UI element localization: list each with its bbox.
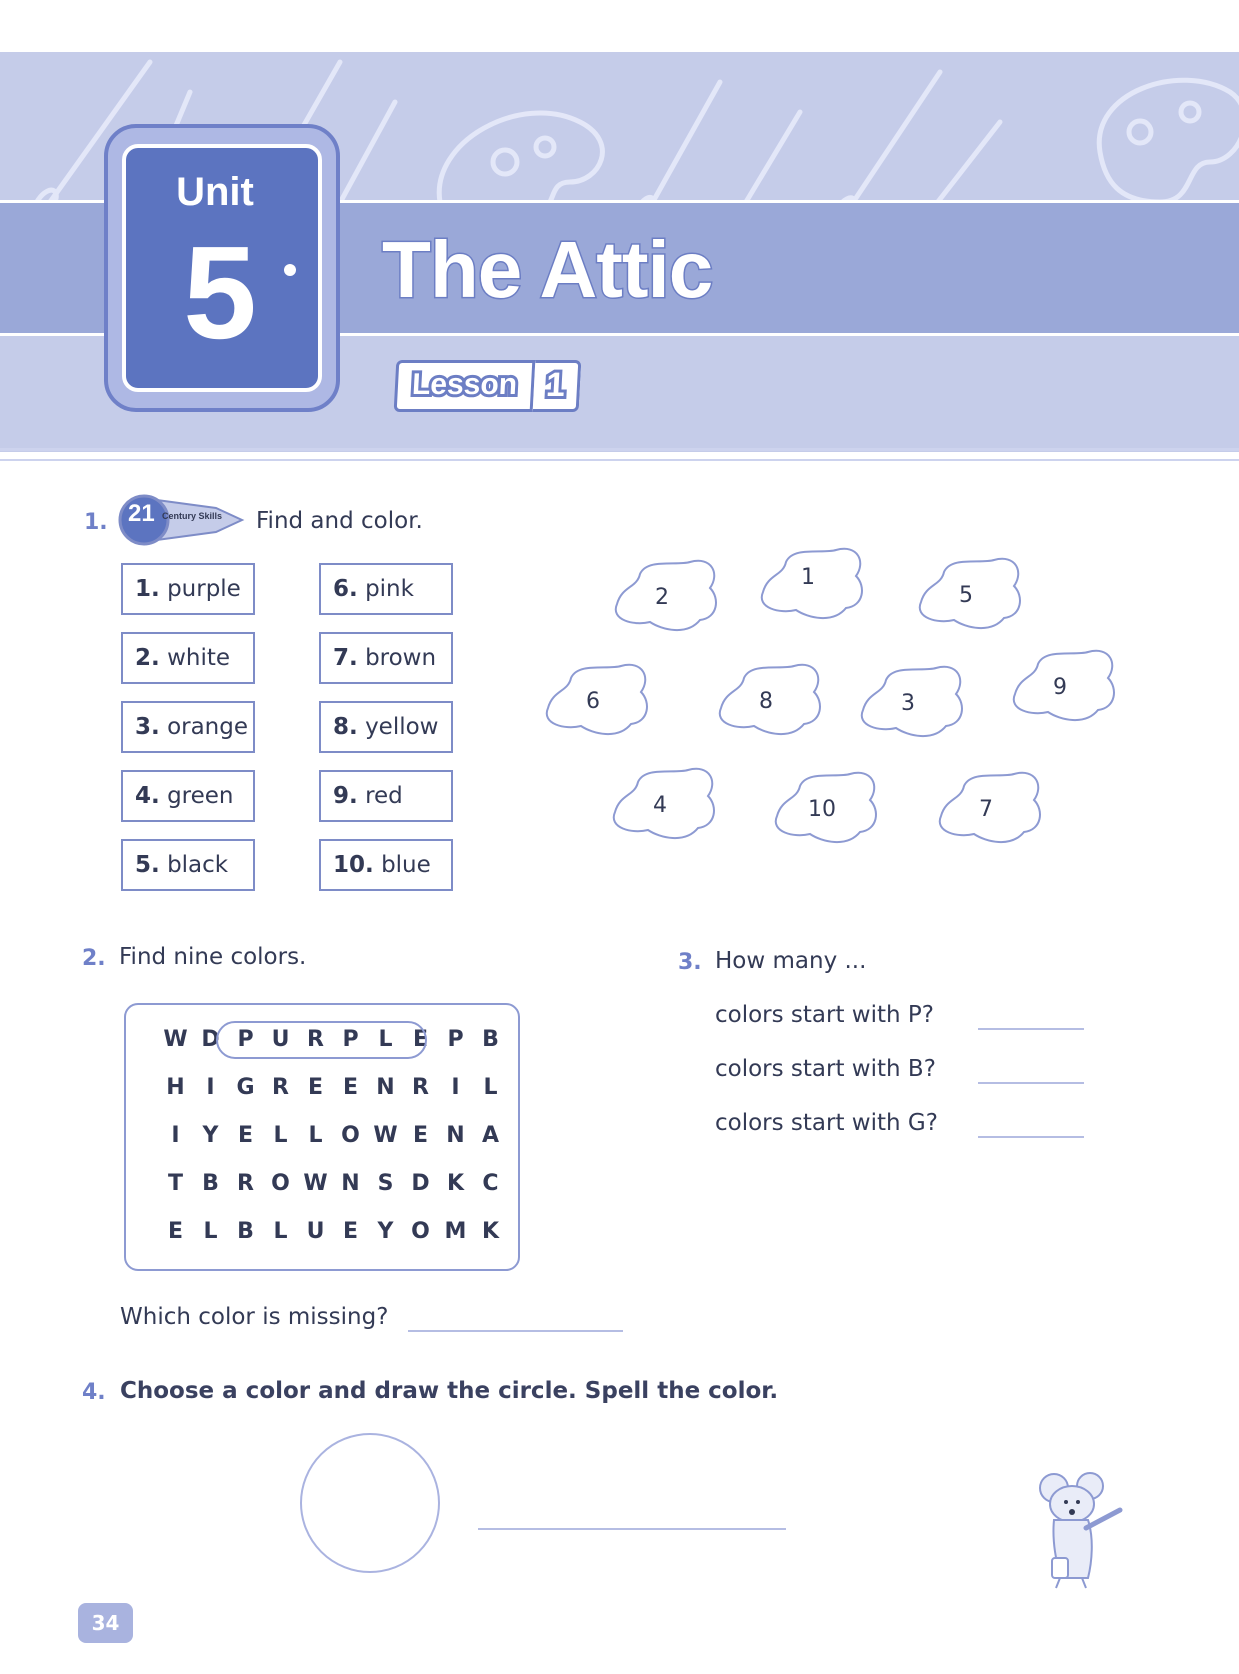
word-search-letter[interactable]: E	[342, 1219, 359, 1244]
color-word-box	[319, 563, 453, 615]
paintbrush-icon	[740, 112, 800, 212]
blob-label: 10	[808, 797, 836, 822]
palette-icon	[1099, 80, 1239, 202]
color-word-box	[319, 632, 453, 684]
unit-number: 5	[183, 219, 257, 366]
word-search-letter[interactable]: W	[303, 1171, 328, 1196]
word-search-letter[interactable]: O	[411, 1219, 430, 1244]
paint-blob[interactable]	[614, 769, 714, 838]
word-search-letter[interactable]: Y	[377, 1219, 394, 1244]
color-word-number: 7.	[333, 645, 358, 671]
paintbrush-icon	[632, 82, 720, 217]
color-word-number: 1.	[135, 576, 160, 602]
word-search-letter[interactable]: L	[483, 1075, 498, 1100]
blob-label: 9	[1053, 675, 1067, 700]
word-search-letter[interactable]: B	[237, 1219, 254, 1244]
word-search-letter[interactable]: E	[412, 1027, 429, 1052]
word-search-letter[interactable]: C	[482, 1171, 499, 1196]
word-search-letter[interactable]: I	[451, 1075, 460, 1100]
exercise-1-instruction: Find and color.	[256, 508, 423, 534]
paint-blob[interactable]	[920, 559, 1020, 628]
drawing-circle[interactable]	[300, 1433, 440, 1573]
mouse-painter-icon	[1032, 1470, 1142, 1590]
word-search-letter[interactable]: E	[167, 1219, 184, 1244]
paintbrush-icon	[831, 72, 940, 217]
page-number: 34	[78, 1603, 133, 1643]
word-search-letter[interactable]: E	[237, 1123, 254, 1148]
word-search-letter[interactable]: E	[412, 1123, 429, 1148]
color-word-box	[121, 701, 255, 753]
blob-label: 7	[979, 797, 993, 822]
count-question: colors start with G?	[715, 1110, 938, 1136]
color-word: brown	[365, 645, 437, 671]
blob-label: 1	[801, 565, 815, 590]
exercise-3-instruction: How many ...	[715, 948, 867, 974]
paint-blob[interactable]	[940, 773, 1040, 842]
word-search-letter[interactable]: U	[306, 1219, 325, 1244]
count-answer-line[interactable]	[978, 1136, 1084, 1138]
color-word-box	[319, 701, 453, 753]
word-search-letter[interactable]: L	[378, 1027, 393, 1052]
paint-blob[interactable]	[1014, 651, 1114, 720]
exercise-1-number: 1.	[84, 510, 108, 535]
word-search-letter[interactable]: R	[272, 1075, 289, 1100]
color-word-number: 3.	[135, 714, 160, 740]
color-word: green	[167, 783, 234, 809]
word-search-letter[interactable]: R	[307, 1027, 324, 1052]
blob-label: 5	[959, 583, 973, 608]
color-word-number: 6.	[333, 576, 358, 602]
color-word-number: 10.	[333, 852, 374, 878]
missing-color-question: Which color is missing?	[120, 1304, 389, 1330]
word-search-letter[interactable]: Y	[202, 1123, 219, 1148]
word-search-letter[interactable]: L	[203, 1219, 218, 1244]
exercise-2-instruction: Find nine colors.	[119, 944, 307, 970]
word-search-letter[interactable]: A	[481, 1123, 500, 1148]
paint-blob[interactable]	[862, 667, 962, 736]
paintbrush-icon	[930, 122, 1000, 212]
count-answer-line[interactable]	[978, 1082, 1084, 1084]
word-search-letter[interactable]: M	[444, 1219, 467, 1244]
paint-blobs	[530, 540, 1130, 870]
blob-label: 4	[653, 793, 667, 818]
exercise-3-number: 3.	[678, 950, 702, 975]
color-word: white	[167, 645, 231, 671]
count-question: colors start with P?	[715, 1002, 934, 1028]
color-word: purple	[167, 576, 241, 602]
word-search-letter[interactable]: W	[373, 1123, 398, 1148]
word-search-letter[interactable]: L	[273, 1123, 288, 1148]
unit-label: Unit	[176, 170, 254, 214]
blob-label: 2	[655, 585, 669, 610]
page-title: The Attic	[382, 225, 713, 314]
word-search-letter[interactable]: U	[271, 1027, 290, 1052]
color-word-number: 9.	[333, 783, 358, 809]
color-word: yellow	[365, 714, 439, 740]
word-search-letter[interactable]: O	[341, 1123, 360, 1148]
word-search-letter[interactable]: G	[236, 1075, 255, 1100]
word-search-letter[interactable]: P	[237, 1027, 254, 1052]
word-search-row	[158, 1169, 508, 1199]
word-search-letter[interactable]: N	[446, 1123, 465, 1148]
word-search-letter[interactable]: B	[202, 1171, 219, 1196]
word-search-letter[interactable]: N	[341, 1171, 360, 1196]
lesson-label: Lesson	[394, 360, 536, 412]
example-answer-ring	[216, 1021, 427, 1059]
color-word-box	[121, 770, 255, 822]
word-search-letter[interactable]: L	[308, 1123, 323, 1148]
word-search-letter[interactable]: N	[376, 1075, 395, 1100]
exercise-4-number: 4.	[82, 1380, 106, 1405]
header-rule	[0, 448, 1239, 461]
badge-label: Century Skills	[162, 511, 223, 521]
word-search-letter[interactable]: E	[342, 1075, 359, 1100]
word-search-letter[interactable]: H	[166, 1075, 185, 1100]
paint-blob[interactable]	[547, 665, 647, 734]
word-search-row	[158, 1121, 508, 1151]
color-word: pink	[365, 576, 414, 602]
badge-number: 21	[128, 500, 155, 527]
word-search-letter[interactable]: P	[342, 1027, 359, 1052]
word-search-letter[interactable]: I	[171, 1123, 180, 1148]
word-search-letter[interactable]: W	[163, 1027, 188, 1052]
word-search-row	[158, 1217, 508, 1247]
paint-blob[interactable]	[776, 773, 876, 842]
paint-blob[interactable]	[616, 561, 716, 630]
color-word: black	[167, 852, 229, 878]
paint-blob[interactable]	[762, 549, 862, 618]
color-word: red	[365, 783, 403, 809]
blob-label: 8	[759, 689, 773, 714]
color-word: orange	[167, 714, 249, 740]
color-word-box	[319, 839, 453, 891]
color-word-number: 8.	[333, 714, 358, 740]
blob-label: 6	[586, 689, 600, 714]
lesson-tag	[395, 360, 580, 412]
word-search-letter[interactable]: S	[377, 1171, 394, 1196]
color-word: blue	[381, 852, 431, 878]
word-search-letter[interactable]: R	[237, 1171, 254, 1196]
missing-color-answer-line[interactable]	[408, 1330, 623, 1332]
exercise-4-instruction: Choose a color and draw the circle. Spell the color.	[120, 1378, 779, 1404]
color-word-box	[121, 632, 255, 684]
word-search-letter[interactable]: B	[482, 1027, 499, 1052]
word-search-letter[interactable]: D	[411, 1171, 430, 1196]
word-search-row	[158, 1073, 508, 1103]
count-question: colors start with B?	[715, 1056, 936, 1082]
color-word-number: 2.	[135, 645, 160, 671]
color-word-box	[121, 839, 255, 891]
word-search-letter[interactable]: I	[206, 1075, 215, 1100]
word-search-letter[interactable]: T	[167, 1171, 183, 1196]
color-word-number: 5.	[135, 852, 160, 878]
count-answer-line[interactable]	[978, 1028, 1084, 1030]
blob-label: 3	[901, 691, 915, 716]
color-word-number: 4.	[135, 783, 160, 809]
exercise-2-number: 2.	[82, 946, 106, 971]
word-search-letter[interactable]: L	[273, 1219, 288, 1244]
word-search-letter[interactable]: K	[481, 1219, 500, 1244]
word-search-letter[interactable]: K	[446, 1171, 465, 1196]
word-search-letter[interactable]: E	[307, 1075, 324, 1100]
spell-color-answer-line[interactable]	[478, 1528, 786, 1530]
word-search-letter[interactable]: P	[447, 1027, 464, 1052]
word-search-letter[interactable]: D	[201, 1027, 220, 1052]
color-word-box	[319, 770, 453, 822]
color-word-box	[121, 563, 255, 615]
word-search-letter[interactable]: R	[412, 1075, 429, 1100]
word-search-letter[interactable]: O	[271, 1171, 290, 1196]
lesson-number: 1	[533, 360, 582, 412]
paint-blob[interactable]	[720, 665, 820, 734]
